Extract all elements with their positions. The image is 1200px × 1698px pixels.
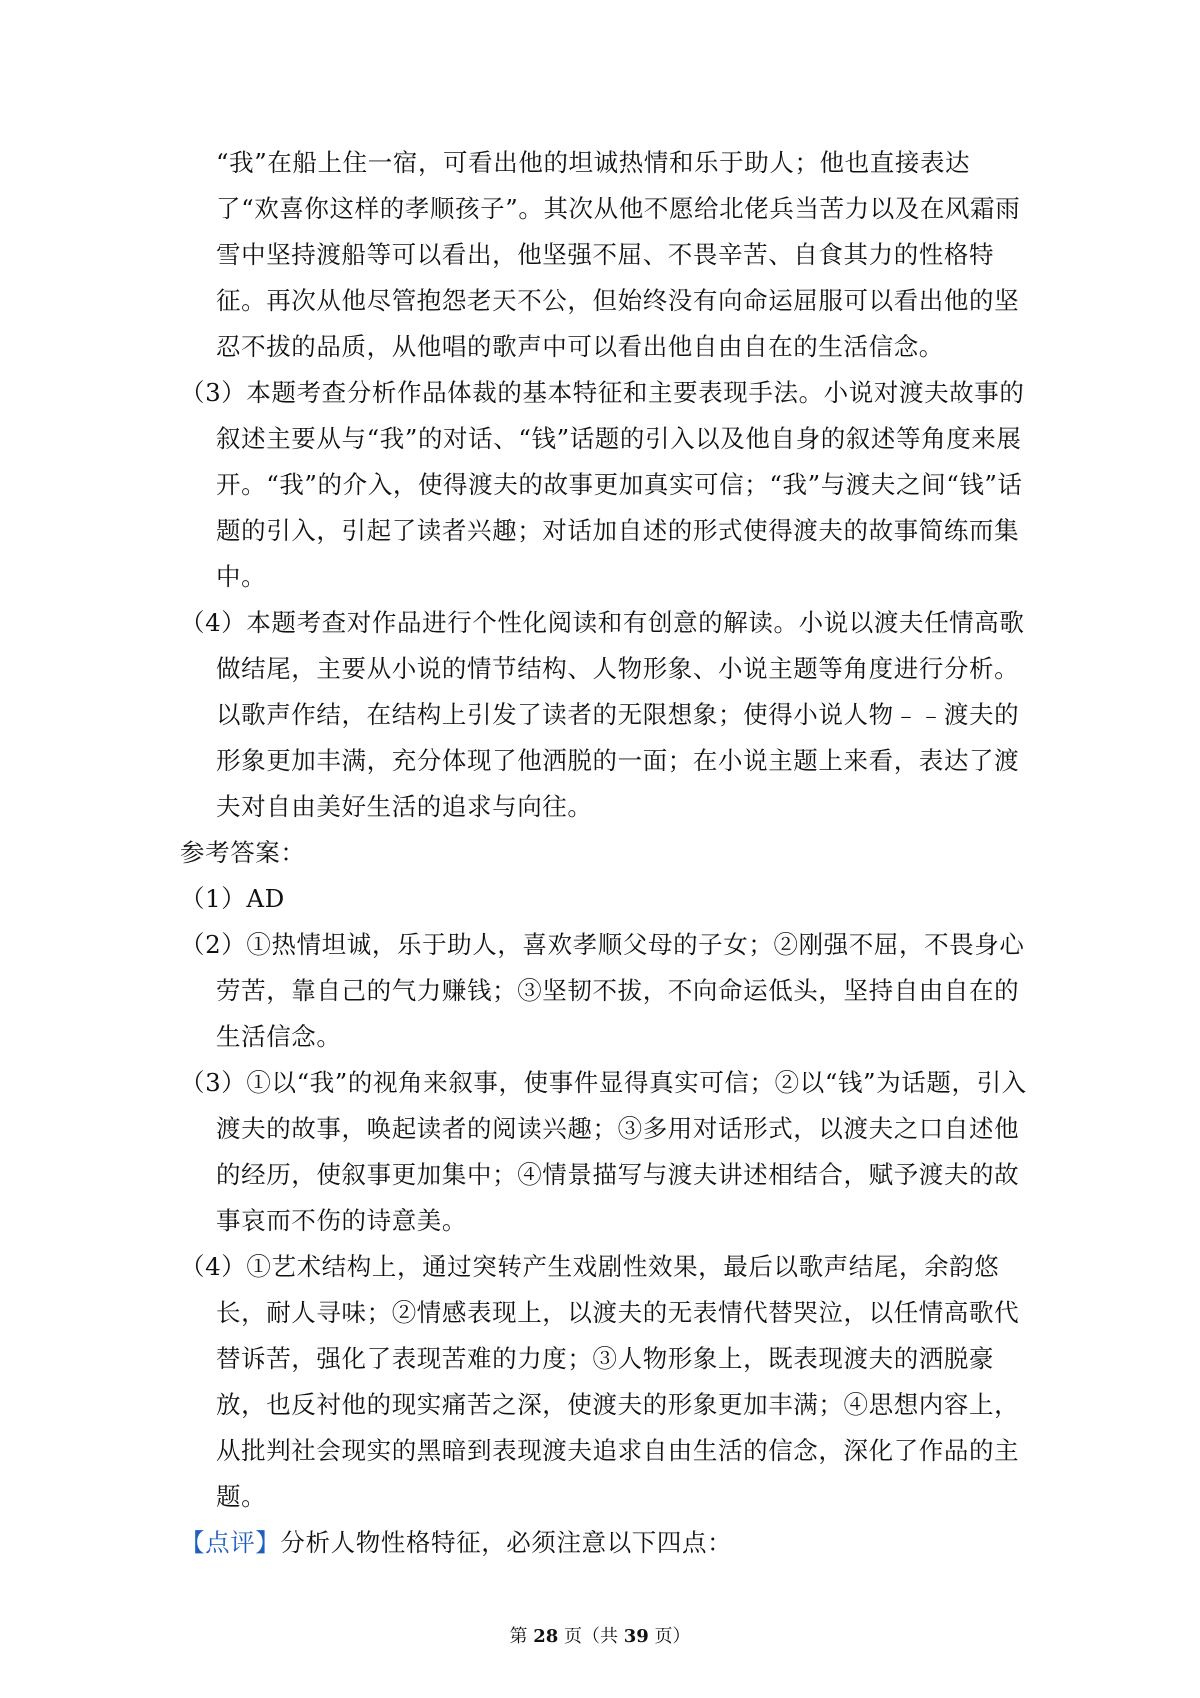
comment-text: 分析人物性格特征，必须注意以下四点： xyxy=(280,1528,733,1557)
footer-prefix: 第 xyxy=(509,1626,534,1647)
paragraph-4: （4）本题考查对作品进行个性化阅读和有创意的解读。小说以渡夫任情高歌做结尾，主要从小说的情节结构、人物形象、小说主题等角度进行分析。以歌声作结，在结构上引发了读者的无限想象；使得小说人物﹣﹣渡夫的形象更加丰满，充分体现了他洒脱的一面；在小说主题上来看，表达了渡夫对自由美好生活的追求与向往。 xyxy=(180,608,1025,821)
answer-label: 参考答案： xyxy=(180,838,306,867)
answer-3: （3）①以“我”的视角来叙事，使事件显得真实可信；②以“钱”为话题，引入渡夫的故事，唤起读者的阅读兴趣；③多用对话形式，以渡夫之口自述他的经历，使叙事更加集中；④情景描写与渡夫讲述相结合，赋予渡夫的故事哀而不伤的诗意美。 xyxy=(180,1068,1027,1235)
answer-1: （1）AD xyxy=(180,884,285,913)
answer-4: （4）①艺术结构上，通过突转产生戏剧性效果，最后以歌声结尾，余韵悠长，耐人寻味；②情感表现上，以渡夫的无表情代替哭泣，以任情高歌代替诉苦，强化了表现苦难的力度；③人物形象上，既表现渡夫的洒脱豪放，也反衬他的现实痛苦之深，使渡夫的形象更加丰满；④思想内容上，从批判社会现实的黑暗到表现渡夫追求自由生活的信念，深化了作品的主题。 xyxy=(180,1252,1020,1511)
page-content xyxy=(180,140,1030,1566)
comment-tag: 【点评】 xyxy=(180,1528,281,1557)
footer-middle: 页（共 xyxy=(558,1626,624,1647)
footer-suffix: 页） xyxy=(648,1626,691,1647)
footer-page-number: 28 xyxy=(533,1626,559,1647)
paragraph-3: （3）本题考查分析作品体裁的基本特征和主要表现手法。小说对渡夫故事的叙述主要从与“我”的对话、“钱”话题的引入以及他自身的叙述等角度来展开。“我”的介入，使得渡夫的故事更加真实可信；“我”与渡夫之间“钱”话题的引入，引起了读者兴趣；对话加自述的形式使得渡夫的故事简练而集中。 xyxy=(180,378,1025,591)
paragraph-2-continued: “我”在船上住一宿，可看出他的坦诚热情和乐于助人；他也直接表达了“欢喜你这样的孝顺孩子”。其次从他不愿给北佬兵当苦力以及在风霜雨雪中坚持渡船等可以看出，他坚强不屈、不畏辛苦、自食其力的性格特征。再次从他尽管抱怨老天不公，但始终没有向命运屈服可以看出他的坚忍不拔的品质，从他唱的歌声中可以看出他自由自在的生活信念。 xyxy=(216,148,1021,361)
answer-2: （2）①热情坦诚，乐于助人，喜欢孝顺父母的子女；②刚强不屈，不畏身心劳苦，靠自己的气力赚钱；③坚韧不拔，不向命运低头，坚持自由自在的生活信念。 xyxy=(180,930,1025,1051)
footer-total-pages: 39 xyxy=(623,1626,649,1647)
comment-line xyxy=(180,1520,1030,1566)
page-footer xyxy=(0,1622,1200,1648)
